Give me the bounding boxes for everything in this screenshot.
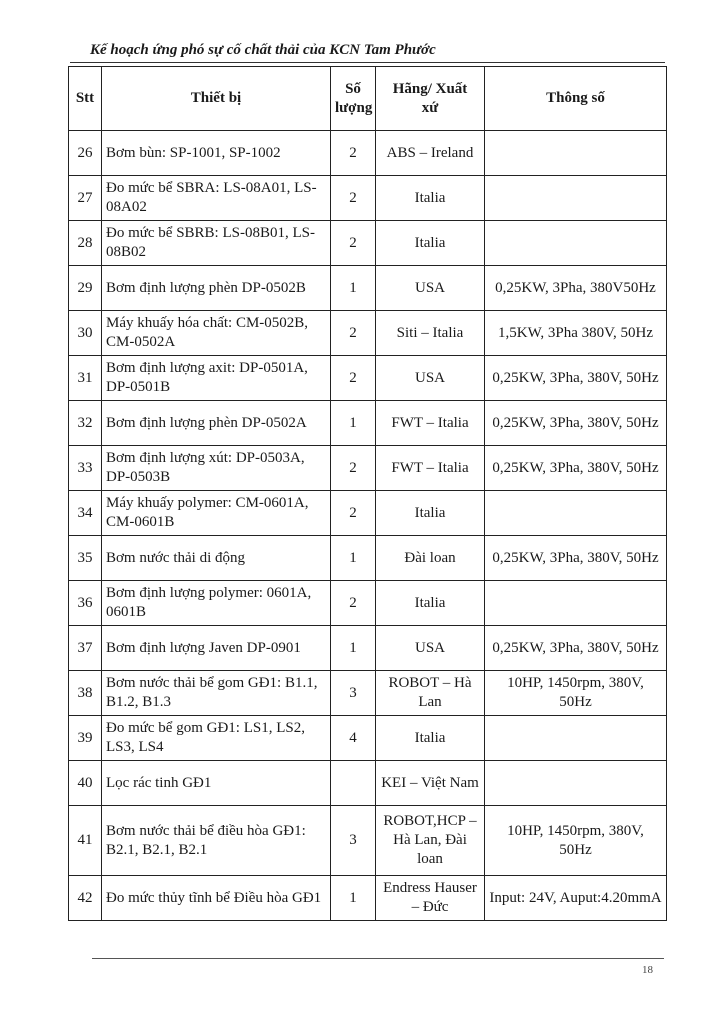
cell-origin: Endress Hauser – Đức — [376, 876, 485, 921]
cell-quantity: 1 — [331, 266, 376, 311]
cell-device: Đo mức bể SBRA: LS-08A01, LS-08A02 — [102, 176, 331, 221]
cell-origin: FWT – Italia — [376, 401, 485, 446]
column-header-origin-line1: Hãng/ Xuất — [392, 80, 468, 97]
cell-spec — [485, 761, 667, 806]
table-row — [69, 581, 667, 626]
table-row — [69, 716, 667, 761]
cell-origin: FWT – Italia — [376, 446, 485, 491]
cell-spec — [485, 716, 667, 761]
cell-spec — [485, 221, 667, 266]
cell-origin: USA — [376, 626, 485, 671]
cell-spec: 0,25KW, 3Pha, 380V, 50Hz — [485, 446, 667, 491]
cell-device: Bơm bùn: SP-1001, SP-1002 — [102, 131, 331, 176]
cell-quantity: 2 — [331, 491, 376, 536]
cell-device: Bơm định lượng phèn DP-0502B — [102, 266, 331, 311]
footer-divider — [92, 958, 664, 959]
cell-quantity: 2 — [331, 446, 376, 491]
cell-device: Bơm định lượng xút: DP-0503A, DP-0503B — [102, 446, 331, 491]
cell-quantity: 1 — [331, 536, 376, 581]
cell-origin: USA — [376, 266, 485, 311]
cell-device: Bơm nước thải bể điều hòa GĐ1: B2.1, B2.1, B2.1 — [102, 806, 331, 876]
table-row — [69, 311, 667, 356]
cell-spec: 0,25KW, 3Pha, 380V50Hz — [485, 266, 667, 311]
table-row — [69, 446, 667, 491]
table-row — [69, 221, 667, 266]
cell-stt: 41 — [69, 806, 102, 876]
table-row — [69, 356, 667, 401]
cell-device: Đo mức thủy tĩnh bể Điều hòa GĐ1 — [102, 876, 331, 921]
table-header-row — [69, 67, 667, 131]
cell-spec — [485, 176, 667, 221]
cell-device: Bơm định lượng Javen DP-0901 — [102, 626, 331, 671]
cell-origin: ROBOT,HCP – Hà Lan, Đài loan — [376, 806, 485, 876]
cell-origin: Italia — [376, 716, 485, 761]
cell-device: Bơm định lượng axit: DP-0501A, DP-0501B — [102, 356, 331, 401]
cell-stt: 27 — [69, 176, 102, 221]
table-row — [69, 266, 667, 311]
table-row — [69, 536, 667, 581]
cell-stt: 36 — [69, 581, 102, 626]
table-row — [69, 806, 667, 876]
cell-quantity: 2 — [331, 221, 376, 266]
cell-origin: USA — [376, 356, 485, 401]
table-row — [69, 176, 667, 221]
cell-spec: 0,25KW, 3Pha, 380V, 50Hz — [485, 401, 667, 446]
cell-stt: 35 — [69, 536, 102, 581]
cell-spec: Input: 24V, Auput:4.20mmA — [485, 876, 667, 921]
table-row — [69, 761, 667, 806]
cell-quantity: 3 — [331, 806, 376, 876]
column-header-stt: Stt — [69, 67, 102, 131]
cell-device: Lọc rác tinh GĐ1 — [102, 761, 331, 806]
cell-origin: Siti – Italia — [376, 311, 485, 356]
table-row — [69, 131, 667, 176]
equipment-table — [68, 66, 667, 921]
cell-stt: 32 — [69, 401, 102, 446]
cell-stt: 29 — [69, 266, 102, 311]
cell-origin: Đài loan — [376, 536, 485, 581]
cell-spec: 10HP, 1450rpm, 380V, 50Hz — [485, 806, 667, 876]
header-divider — [70, 62, 665, 63]
cell-origin: ROBOT – Hà Lan — [376, 671, 485, 716]
cell-stt: 31 — [69, 356, 102, 401]
cell-quantity: 2 — [331, 581, 376, 626]
column-header-quantity-line1: Số — [345, 80, 361, 97]
cell-quantity: 2 — [331, 176, 376, 221]
cell-origin: Italia — [376, 221, 485, 266]
document-header-title: Kế hoạch ứng phó sự cố chất thải của KCN Tam Phước — [90, 42, 436, 58]
cell-origin: ABS – Ireland — [376, 131, 485, 176]
table-row — [69, 671, 667, 716]
cell-device: Đo mức bể gom GĐ1: LS1, LS2, LS3, LS4 — [102, 716, 331, 761]
cell-stt: 38 — [69, 671, 102, 716]
cell-device: Máy khuấy polymer: CM-0601A, CM-0601B — [102, 491, 331, 536]
cell-quantity: 3 — [331, 671, 376, 716]
table-row — [69, 401, 667, 446]
cell-stt: 42 — [69, 876, 102, 921]
cell-stt: 39 — [69, 716, 102, 761]
cell-origin: Italia — [376, 581, 485, 626]
cell-device: Bơm nước thải bể gom GĐ1: B1.1, B1.2, B1.3 — [102, 671, 331, 716]
cell-origin: Italia — [376, 176, 485, 221]
table-row — [69, 876, 667, 921]
cell-device: Máy khuấy hóa chất: CM-0502B, CM-0502A — [102, 311, 331, 356]
cell-stt: 34 — [69, 491, 102, 536]
cell-device: Bơm định lượng polymer: 0601A, 0601B — [102, 581, 331, 626]
cell-origin: KEI – Việt Nam — [376, 761, 485, 806]
cell-device: Đo mức bể SBRB: LS-08B01, LS-08B02 — [102, 221, 331, 266]
column-header-quantity-line2: lượng — [335, 99, 373, 116]
column-header-spec: Thông số — [485, 67, 667, 131]
cell-quantity: 2 — [331, 356, 376, 401]
cell-origin: Italia — [376, 491, 485, 536]
cell-stt: 33 — [69, 446, 102, 491]
cell-quantity: 1 — [331, 401, 376, 446]
cell-spec: 0,25KW, 3Pha, 380V, 50Hz — [485, 356, 667, 401]
table-row — [69, 626, 667, 671]
cell-quantity — [331, 761, 376, 806]
cell-stt: 40 — [69, 761, 102, 806]
page-number: 18 — [642, 964, 653, 976]
cell-spec: 0,25KW, 3Pha, 380V, 50Hz — [485, 626, 667, 671]
cell-quantity: 2 — [331, 311, 376, 356]
cell-quantity: 4 — [331, 716, 376, 761]
cell-quantity: 1 — [331, 626, 376, 671]
cell-device: Bơm định lượng phèn DP-0502A — [102, 401, 331, 446]
cell-device: Bơm nước thải di động — [102, 536, 331, 581]
cell-spec: 0,25KW, 3Pha, 380V, 50Hz — [485, 536, 667, 581]
cell-stt: 28 — [69, 221, 102, 266]
column-header-origin-line2: xứ — [421, 99, 439, 116]
cell-spec — [485, 131, 667, 176]
cell-quantity: 1 — [331, 876, 376, 921]
column-header-device: Thiết bị — [102, 67, 331, 131]
cell-stt: 26 — [69, 131, 102, 176]
cell-stt: 37 — [69, 626, 102, 671]
cell-stt: 30 — [69, 311, 102, 356]
table-row — [69, 491, 667, 536]
cell-quantity: 2 — [331, 131, 376, 176]
cell-spec — [485, 581, 667, 626]
column-header-quantity — [331, 67, 376, 131]
cell-spec: 10HP, 1450rpm, 380V, 50Hz — [485, 671, 667, 716]
cell-spec: 1,5KW, 3Pha 380V, 50Hz — [485, 311, 667, 356]
cell-spec — [485, 491, 667, 536]
column-header-origin — [376, 67, 485, 131]
